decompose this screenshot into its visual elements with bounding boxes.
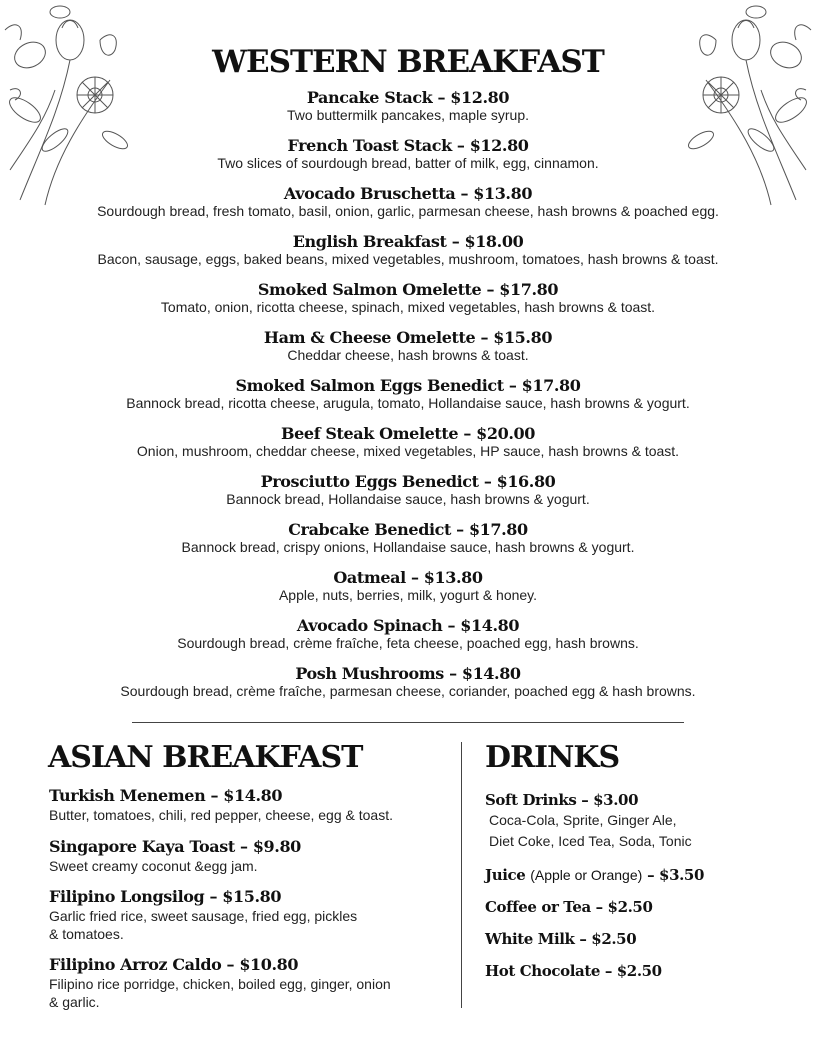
menu-item-description: Two buttermilk pancakes, maple syrup. — [287, 107, 529, 123]
menu-item-description: Tomato, onion, ricotta cheese, spinach, mixed vegetables, hash browns & toast. — [160, 299, 656, 315]
menu-item-description: Onion, mushroom, cheddar cheese, mixed vegetables, HP sauce, hash browns & toast. — [136, 443, 680, 459]
menu-item — [0, 184, 816, 232]
menu-item-name: Turkish Menemen – $14.80 — [49, 786, 283, 805]
column-divider — [461, 742, 462, 1008]
menu-item — [0, 568, 816, 616]
asian-breakfast-title: ASIAN BREAKFAST — [48, 740, 363, 775]
drink-name-line — [485, 865, 785, 885]
menu-item-description: Two slices of sourdough bread, batter of milk, egg, cinnamon. — [217, 155, 599, 171]
menu-item-name: Singapore Kaya Toast – $9.80 — [49, 837, 301, 856]
drink-name: Coffee or Tea – $2.50 — [485, 898, 653, 916]
menu-item-name: Smoked Salmon Eggs Benedict – $17.80 — [235, 376, 581, 395]
menu-item-name: Avocado Bruschetta – $13.80 — [283, 184, 533, 203]
drink-description-line: Coca-Cola, Sprite, Ginger Ale, — [489, 812, 677, 828]
menu-item-name: Smoked Salmon Omelette – $17.80 — [257, 280, 559, 299]
menu-item-name: French Toast Stack – $12.80 — [287, 136, 529, 155]
drink-note: (Apple or Orange) — [530, 867, 643, 883]
drink-name: Soft Drinks – $3.00 — [485, 791, 639, 809]
menu-item-name: Oatmeal – $13.80 — [333, 568, 483, 587]
menu-item-name: Filipino Longsilog – $15.80 — [49, 887, 282, 906]
menu-item — [0, 520, 816, 568]
menu-item-name: Prosciutto Eggs Benedict – $16.80 — [260, 472, 556, 491]
menu-item-name: Ham & Cheese Omelette – $15.80 — [263, 328, 553, 347]
menu-item-description-line: Garlic fried rice, sweet sausage, fried egg, pickles — [49, 908, 358, 924]
menu-item-description: Bannock bread, ricotta cheese, arugula, tomato, Hollandaise sauce, hash browns & yogurt. — [126, 395, 690, 411]
menu-item-description: Bannock bread, crispy onions, Hollandaise sauce, hash browns & yogurt. — [181, 539, 635, 555]
menu-item — [49, 887, 449, 943]
menu-item — [0, 136, 816, 184]
drinks-title: DRINKS — [485, 740, 620, 775]
menu-item-description: Apple, nuts, berries, milk, yogurt & honey. — [278, 587, 538, 603]
menu-item — [0, 616, 816, 664]
menu-item-description: Cheddar cheese, hash browns & toast. — [287, 347, 529, 363]
drink-item-coffee — [485, 897, 785, 917]
drink-name: Hot Chocolate – $2.50 — [485, 962, 662, 980]
menu-item-description: Sourdough bread, crème fraîche, parmesan cheese, coriander, poached egg & hash browns. — [120, 683, 696, 699]
menu-item-description: Bannock bread, Hollandaise sauce, hash browns & yogurt. — [226, 491, 590, 507]
menu-item — [0, 664, 816, 712]
menu-item-name: English Breakfast – $18.00 — [292, 232, 524, 251]
menu-item-name: Avocado Spinach – $14.80 — [296, 616, 520, 635]
menu-item-description: Bacon, sausage, eggs, baked beans, mixed vegetables, mushroom, tomatoes, hash browns & toast. — [97, 251, 719, 267]
menu-item — [0, 232, 816, 280]
menu-item — [0, 424, 816, 472]
drink-item-milk — [485, 929, 785, 949]
drink-item-hot-chocolate — [485, 961, 785, 981]
menu-item — [0, 280, 816, 328]
drink-name: White Milk – $2.50 — [485, 930, 637, 948]
drink-price: – $3.50 — [647, 866, 705, 884]
menu-item — [49, 786, 449, 824]
drink-name: Juice — [485, 866, 526, 884]
menu-item-description-line: Filipino rice porridge, chicken, boiled egg, ginger, onion — [49, 976, 391, 992]
menu-item — [0, 376, 816, 424]
menu-item — [49, 955, 449, 1011]
menu-item-name: Crabcake Benedict – $17.80 — [288, 520, 528, 539]
menu-item-name: Posh Mushrooms – $14.80 — [295, 664, 521, 683]
menu-item-description-line: & garlic. — [49, 994, 100, 1010]
menu-item-description-line: & tomatoes. — [49, 926, 124, 942]
menu-item-name: Pancake Stack – $12.80 — [306, 88, 510, 107]
drink-item-soft-drinks — [485, 790, 785, 852]
menu-item-description: Butter, tomatoes, chili, red pepper, cheese, egg & toast. — [49, 807, 393, 823]
menu-item — [0, 328, 816, 376]
menu-item-description: Sweet creamy coconut &egg jam. — [49, 858, 258, 874]
menu-item — [49, 837, 449, 875]
drink-description-line: Diet Coke, Iced Tea, Soda, Tonic — [489, 833, 692, 849]
menu-item — [0, 472, 816, 520]
menu-item-description: Sourdough bread, crème fraîche, feta cheese, poached egg, hash browns. — [177, 635, 639, 651]
menu-item — [0, 88, 816, 136]
drink-item-juice — [485, 865, 785, 885]
section-divider — [132, 722, 684, 723]
menu-item-name: Filipino Arroz Caldo – $10.80 — [49, 955, 299, 974]
menu-item-description: Sourdough bread, fresh tomato, basil, onion, garlic, parmesan cheese, hash browns & poached egg. — [97, 203, 719, 219]
menu-item-name: Beef Steak Omelette – $20.00 — [281, 424, 535, 443]
western-menu-list — [0, 88, 816, 712]
western-breakfast-title: WESTERN BREAKFAST — [212, 44, 604, 80]
